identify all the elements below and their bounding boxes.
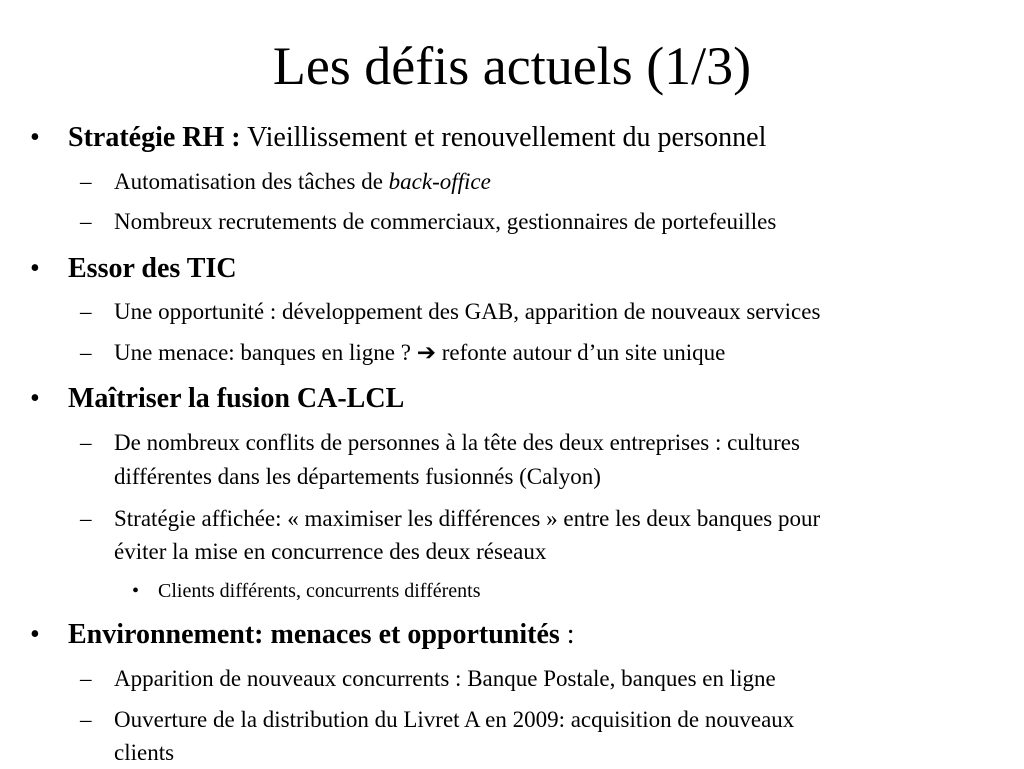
bullet-marker: • [30, 253, 40, 284]
sub-item-line: Ouverture de la distribution du Livret A en 2009: acquisition de nouveaux [114, 707, 795, 732]
sub-sub-item: Clients différents, concurrents différents [158, 580, 481, 602]
slide-title: Les défis actuels (1/3) [272, 36, 752, 96]
bullet-heading: Essor des TIC [68, 253, 237, 284]
bullet-heading: Stratégie RH : [68, 122, 241, 153]
bullet-item [68, 122, 766, 154]
dash-marker: – [80, 209, 92, 234]
sub-item [114, 206, 776, 238]
arrow-icon: ➔ [416, 340, 436, 365]
sub-item-text: Une menace: banques en ligne ? [114, 340, 417, 365]
bullet-item [68, 619, 575, 651]
sub-item [114, 296, 820, 328]
sub-item-text: Nombreux recrutements de commerciaux, gestionnaires de portefeuilles [114, 209, 777, 234]
bullet-marker: • [30, 122, 40, 153]
sub-item-line: différentes dans les départements fusionnés (Calyon) [114, 464, 601, 489]
bullet-marker: • [30, 619, 40, 650]
sub-item-line: éviter la mise en concurrence des deux réseaux [114, 539, 547, 564]
sub-item [114, 166, 491, 198]
dash-marker: – [80, 506, 92, 531]
sub-item-line: clients [114, 740, 175, 765]
sub-item: Apparition de nouveaux concurrents : Banque Postale, banques en ligne [114, 666, 776, 691]
sub-item-line: De nombreux conflits de personnes à la tête des deux entreprises : cultures [114, 430, 800, 455]
dash-marker: – [80, 299, 92, 324]
bullet-text: : [559, 619, 575, 650]
dash-marker: – [80, 707, 92, 732]
dash-marker: – [80, 340, 92, 365]
sub-item-text: Une opportunité : développement des GAB, apparition de nouveaux services [114, 299, 821, 324]
bullet-marker-small: • [132, 580, 140, 602]
bullet-marker: • [30, 383, 40, 414]
sub-item-italic: back-office [388, 169, 491, 194]
bullet-heading: Environnement: menaces et opportunités [68, 619, 560, 650]
bullet-item [68, 383, 404, 415]
dash-marker: – [80, 169, 92, 194]
bullet-text: Vieillissement et renouvellement du personnel [240, 122, 767, 153]
sub-item-line: Stratégie affichée: « maximiser les différences » entre les deux banques pour [114, 506, 821, 531]
dash-marker: – [80, 666, 92, 691]
bullet-heading: Maîtriser la fusion CA-LCL [68, 383, 405, 414]
sub-item [114, 337, 725, 369]
bullet-item [68, 253, 237, 285]
sub-item-text: Automatisation des tâches de [114, 169, 389, 194]
sub-item-text: refonte autour d’un site unique [436, 340, 726, 365]
dash-marker: – [80, 430, 92, 455]
